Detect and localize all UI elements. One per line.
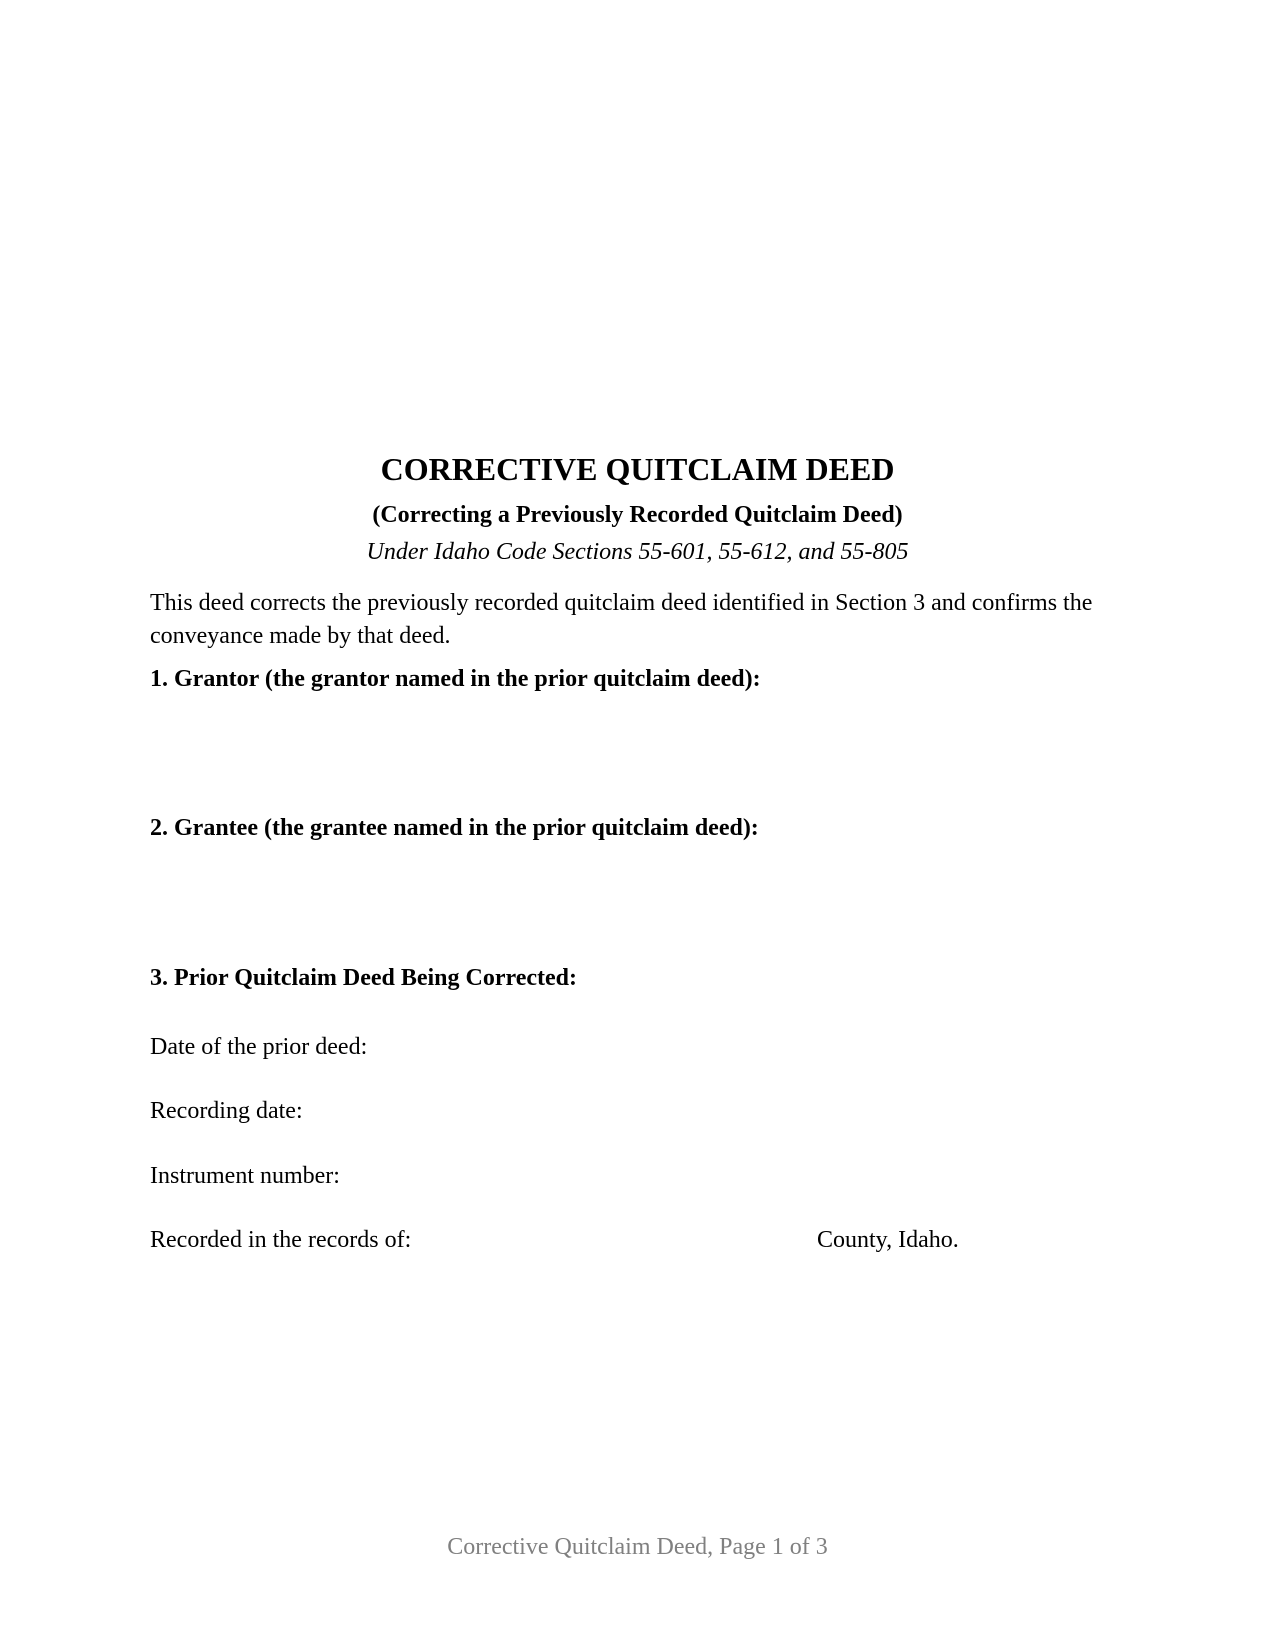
recording-date-label: Recording date: — [150, 1098, 303, 1124]
statute-reference: Under Idaho Code Sections 55-601, 55-612, and 55-805 — [366, 539, 909, 565]
instrument-number-label: Instrument number: — [150, 1163, 340, 1189]
document-title: CORRECTIVE QUITCLAIM DEED — [380, 451, 895, 487]
page-footer: Corrective Quitclaim Deed, Page 1 of 3 — [447, 1534, 828, 1560]
prior-deed-heading: 3. Prior Quitclaim Deed Being Corrected: — [150, 965, 578, 991]
document-subtitle: (Correcting a Previously Recorded Quitclaim Deed) — [372, 502, 903, 528]
recorded-records-label: Recorded in the records of: — [150, 1227, 412, 1253]
grantee-heading: 2. Grantee (the grantee named in the prior quitclaim deed): — [150, 815, 759, 841]
grantor-heading: 1. Grantor (the grantor named in the prior quitclaim deed): — [150, 666, 761, 692]
county-suffix: County, Idaho. — [817, 1227, 959, 1253]
prior-deed-date-label: Date of the prior deed: — [150, 1034, 368, 1060]
intro-paragraph: This deed corrects the previously recorded quitclaim deed identified in Section 3 and confirms the conveyance made by that deed. — [150, 590, 1093, 649]
